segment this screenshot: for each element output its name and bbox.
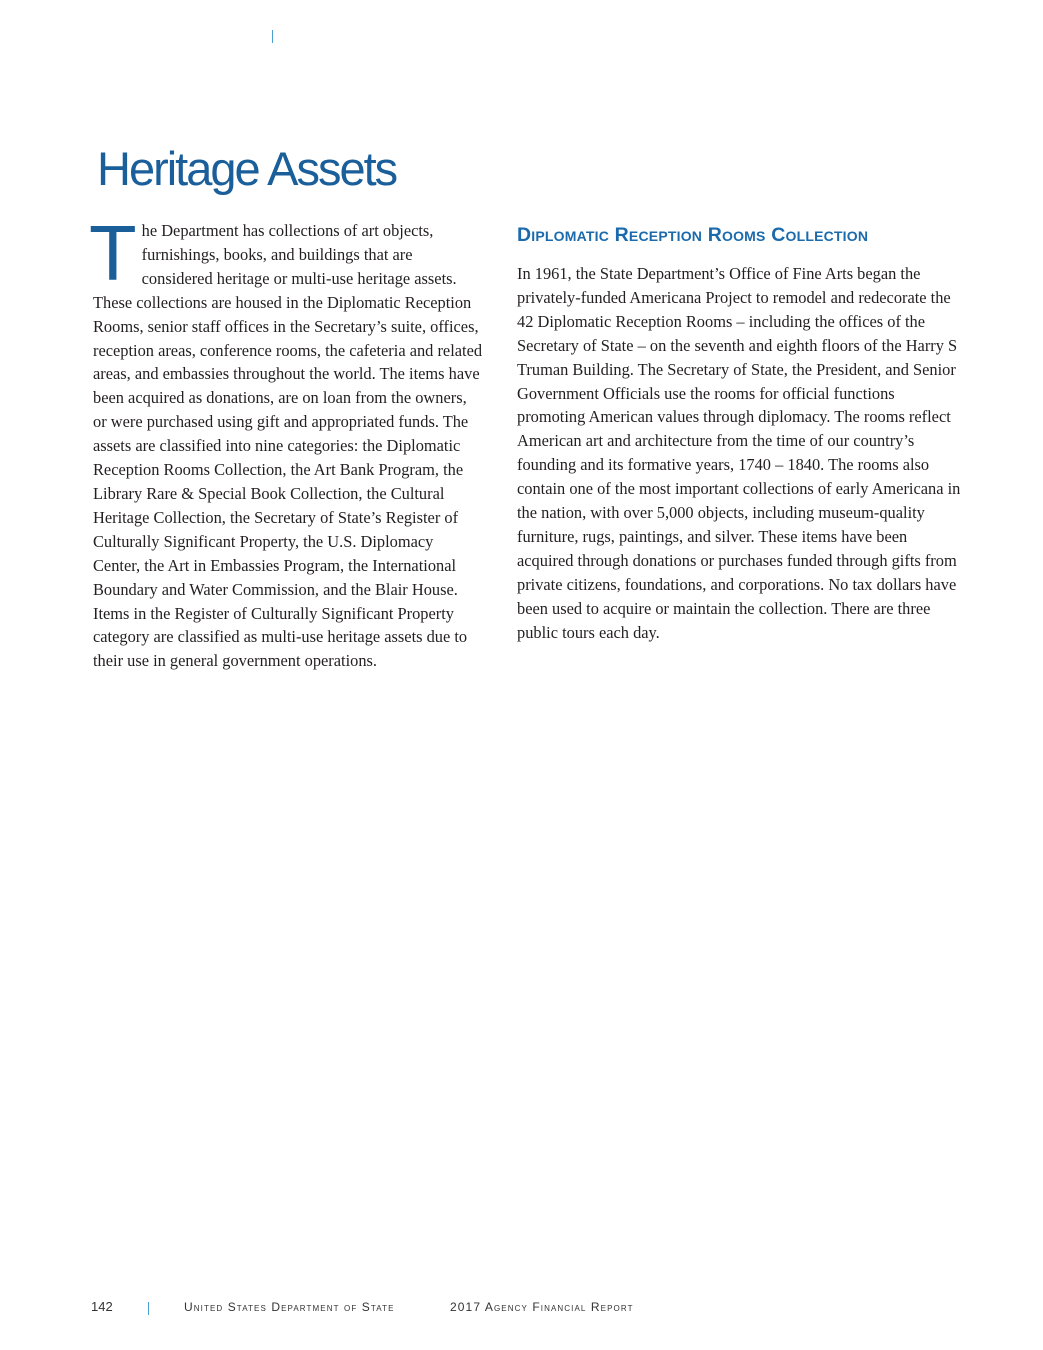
drop-cap: T: [89, 209, 137, 297]
page-title: Heritage Assets: [97, 142, 397, 195]
footer-report-title: 2017 Agency Financial Report: [450, 1300, 634, 1314]
intro-paragraph: he Department has collections of art objects, furnishings, books, and buildings that are considered heritage or multi-use heritage assets. These collections are housed in the Diplomatic Reception Rooms, senior staff offices in the Secretary’s suite, offices, reception areas, conference rooms, the cafeteria and related areas, and embassies throughout the world. The items have been acquired as donations, are on loan from the owners, or were purchased using gift and appropriated funds. The assets are classified into nine categories: the Diplomatic Reception Rooms Collection, the Art Bank Program, the Library Rare & Special Book Collection, the Cultural Heritage Collection, the Secretary of State’s Register of Culturally Significant Property, the U.S. Diplomacy Center, the Art in Embassies Program, the International Boundary and Water Commission, and the Blair House. Items in the Register of Culturally Significant Property category are classified as multi-use heritage assets due to their use in general government operations.: [93, 221, 483, 671]
footer-organization: United States Department of State: [184, 1300, 395, 1314]
section-heading: Diplomatic Reception Rooms Collection: [517, 224, 869, 246]
header-divider: [272, 30, 273, 43]
footer-divider: [148, 1302, 149, 1315]
collection-paragraph: In 1961, the State Department’s Office of Fine Arts began the privately-funded Americana Project to remodel and redecorate the 42 Diplomatic Reception Rooms – including the offices of the Secretary of State – on the seventh and eighth floors of the Harry S Truman Building. The Secretary of State, the President, and Senior Government Officials use the rooms for official functions promoting American values through diplomacy. The rooms reflect American art and architecture from the time of our country’s founding and its formative years, 1740 – 1840. The rooms also contain one of the most important collections of early Americana in the nation, with over 5,000 objects, including museum-quality furniture, rugs, paintings, and silver. These items have been acquired through donations or purchases funded through gifts from private citizens, foundations, and corporations. No tax dollars have been used to acquire or maintain the collection. There are three public tours each day.: [517, 264, 961, 642]
intro-column: [89, 209, 483, 673]
page-footer: [91, 1299, 991, 1317]
page-number: 142: [91, 1299, 113, 1314]
collection-column: [517, 221, 967, 645]
